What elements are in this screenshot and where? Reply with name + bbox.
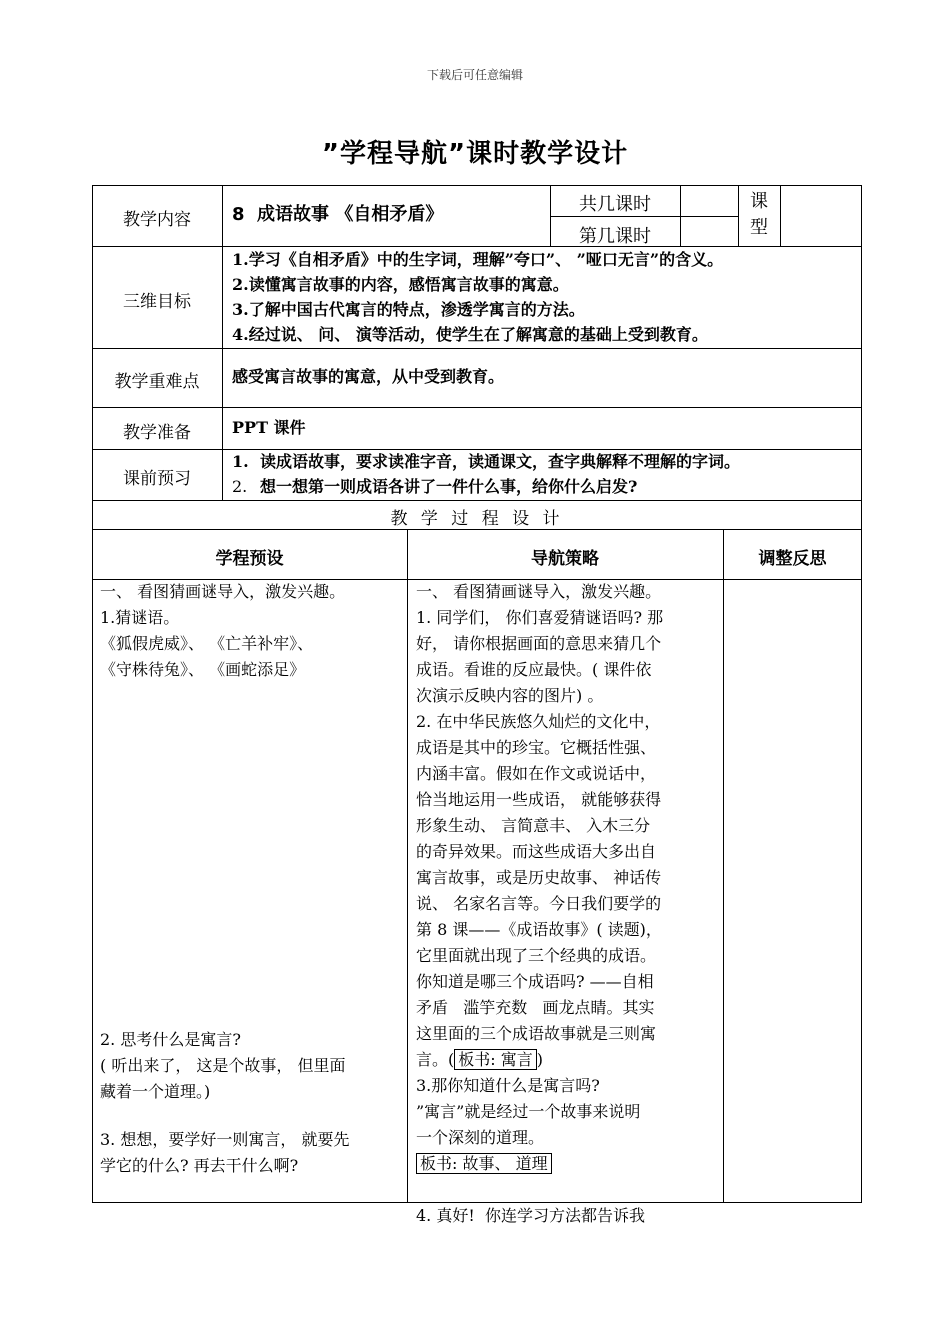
goal-2: 2.读懂寓言故事的内容，感悟寓言故事的寓意。	[232, 275, 569, 294]
type-label	[738, 189, 780, 241]
col2-line: 一个深刻的道理。	[416, 1128, 545, 1147]
col1-block3	[100, 1127, 349, 1179]
col2-line-boxed	[416, 1151, 663, 1177]
col2-line: 说、 名家名言等。今日我们要学的	[416, 894, 662, 913]
goal-4: 4.经过说、 问、 演等活动，使学生在了解寓意的基础上受到教育。	[232, 325, 708, 344]
preview-2-text: 想一想第一则成语各讲了一件什么事，给你什么启发?	[260, 477, 638, 496]
col1-line: 《狐假虎威》、 《亡羊补牢》、	[100, 634, 314, 653]
col2-line: 一、 看图猜画谜导入，激发兴趣。	[416, 582, 662, 601]
key-label: 教学重难点	[114, 372, 200, 392]
col2-spacer	[416, 1177, 663, 1203]
type-label-2: 型	[750, 217, 768, 238]
col1-line: 藏着一个道理。)	[100, 1082, 211, 1101]
col2-line: 这里面的三个成语故事就是三则寓	[416, 1024, 657, 1043]
col2-line: 成语。看谁的反应最快。( 课件依	[416, 660, 652, 679]
col1-block1	[100, 579, 345, 683]
col2-line: 1. 同学们， 你们喜爱猜谜语吗? 那	[416, 608, 664, 627]
col2-line-boxed	[416, 1047, 663, 1073]
col2-line: 恰当地运用一些成语， 就能够获得	[416, 790, 662, 809]
process-title: 教 学 过 程 设 计	[390, 509, 564, 529]
header-note: 下载后可任意编辑	[426, 68, 523, 82]
preview-label: 课前预习	[123, 469, 191, 489]
prep-label: 教学准备	[123, 423, 191, 443]
col2-line: 2. 在中华民族悠久灿烂的文化中，	[416, 712, 661, 731]
preview-1-num: 1.	[232, 452, 249, 471]
col2-line: 你知道是哪三个成语吗? ——自相	[416, 972, 654, 991]
col1-line: 学它的什么? 再去干什么啊?	[100, 1156, 299, 1175]
col1-line: ( 听出来了， 这是个故事， 但里面	[100, 1056, 346, 1075]
col2-line: 的奇异效果。而这些成语大多出自	[416, 842, 657, 861]
col1-line: 《守株待兔》、 《画蛇添足》	[100, 660, 306, 679]
col2-line: 第 8 课——《成语故事》( 读题)，	[416, 920, 662, 939]
goal-3: 3.了解中国古代寓言的特点，渗透学寓言的方法。	[232, 300, 585, 319]
preview-1-text: 读成语故事，要求读准字音，读通课文，查字典解释不理解的字词。	[260, 452, 741, 471]
col2-line: 好， 请你根据画面的意思来猜几个	[416, 634, 662, 653]
col1-line: 2. 思考什么是寓言?	[100, 1030, 241, 1049]
col1-block2	[100, 1027, 346, 1105]
content-label: 教学内容	[123, 210, 191, 230]
col2-header: 导航策略	[531, 549, 599, 569]
col2-line: 它里面就出现了三个经典的成语。	[416, 946, 657, 965]
col2-line: 3.那你知道什么是寓言吗?	[416, 1076, 600, 1095]
col2-line: 寓言故事，或是历史故事、 神话传	[416, 868, 662, 887]
col2-post-box: )	[536, 1050, 543, 1069]
board-note-fable: 板书: 寓言	[454, 1049, 536, 1070]
key-value: 感受寓言故事的寓意，从中受到教育。	[232, 367, 505, 386]
content-value: 8 成语故事 《自相矛盾》	[232, 204, 444, 225]
col2-line: 形象生动、 言简意丰、 入木三分	[416, 816, 651, 835]
col1-line: 1.猜谜语。	[100, 608, 180, 627]
col2-line: 成语是其中的珍宝。它概括性强、	[416, 738, 657, 757]
page-title: ”学程导航”课时教学设计	[321, 139, 629, 169]
preview-2-num: 2.	[232, 477, 248, 496]
col2-line: 次演示反映内容的图片) 。	[416, 686, 604, 705]
board-note-story: 板书: 故事、 道理	[416, 1153, 552, 1174]
col2-line: ”寓言”就是经过一个故事来说明	[416, 1102, 641, 1121]
col2-line: 矛盾 滥竽充数 画龙点睛。其实	[416, 998, 655, 1017]
col2-line: 4. 真好! 你连学习方法都告诉我	[416, 1206, 645, 1225]
goal-1: 1.学习《自相矛盾》中的生字词，理解”夸口”、 ”哑口无言”的含义。	[232, 250, 724, 269]
col1-line: 3. 想想，要学好一则寓言， 就要先	[100, 1130, 350, 1149]
col1-header: 学程预设	[215, 549, 284, 569]
total-periods-label: 共几课时	[579, 194, 651, 215]
col2-block	[416, 579, 663, 1229]
which-period-label: 第几课时	[579, 226, 651, 247]
type-label-1: 课	[750, 191, 768, 212]
col3-header: 调整反思	[758, 549, 827, 569]
prep-value: PPT 课件	[232, 418, 306, 437]
goals-label: 三维目标	[123, 292, 191, 312]
col2-pre-box: 言。(	[416, 1050, 455, 1069]
col2-line: 内涵丰富。假如在作文或说话中，	[416, 764, 657, 783]
col1-line: 一、 看图猜画谜导入，激发兴趣。	[100, 582, 346, 601]
